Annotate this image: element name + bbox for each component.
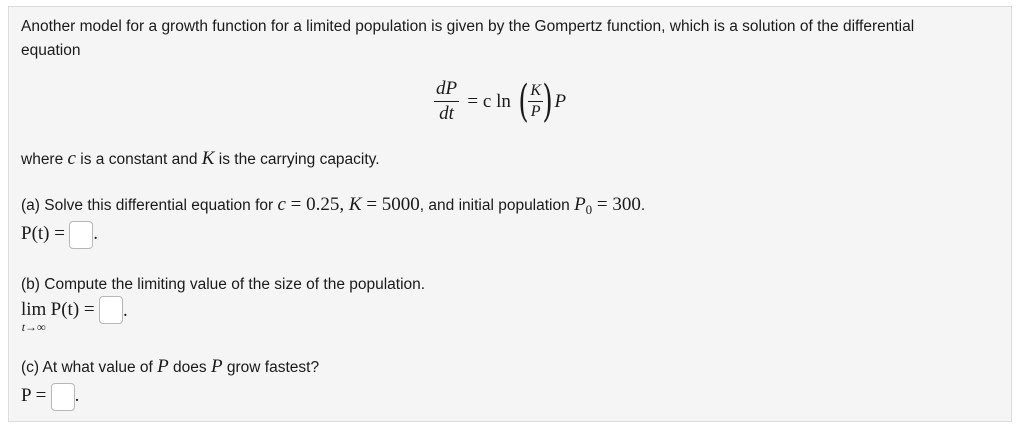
- equation-rhs-operator: = c ln: [467, 90, 511, 112]
- derivative-denominator: dt: [439, 103, 454, 124]
- period: .: [640, 197, 646, 214]
- problem-panel: [8, 6, 1012, 422]
- answer-input-b[interactable]: [99, 296, 123, 324]
- inner-numerator: K: [528, 81, 543, 102]
- intro-line-1: Another model for a growth function for a limited population is given by the Gompertz function, which is a solution of the differential: [21, 18, 915, 35]
- answer-input-a[interactable]: [69, 221, 93, 249]
- lim-subscript: t→∞: [21, 320, 46, 334]
- part-a-answer-label: P(t) =: [21, 223, 65, 244]
- var-K: K: [348, 194, 362, 215]
- period: .: [122, 300, 128, 321]
- left-paren: (: [518, 75, 529, 127]
- part-b-question: (b) Compute the limiting value of the size of the population.: [21, 276, 426, 293]
- part-a-answer-row: [21, 219, 98, 250]
- part-a-text: (a) Solve this differential equation for: [21, 197, 278, 214]
- equation-tail: P: [554, 90, 567, 112]
- part-c-answer-label: P =: [21, 385, 47, 406]
- var-P: P: [157, 356, 169, 377]
- period: .: [74, 385, 80, 406]
- var-P0: P: [574, 194, 586, 215]
- inner-fraction: [528, 81, 543, 122]
- where-text-part: is a constant and: [75, 151, 202, 168]
- period: .: [93, 223, 99, 244]
- c-value: = 0.25,: [285, 194, 349, 215]
- K-value: = 5000: [361, 194, 420, 215]
- var-K: K: [201, 148, 215, 169]
- where-text-part: is the carrying capacity.: [214, 151, 380, 168]
- var-c: c: [277, 194, 286, 215]
- intro-line-2: equation: [21, 42, 81, 59]
- part-c-text: grow fastest?: [222, 359, 320, 376]
- derivative-fraction: [434, 77, 459, 126]
- derivative-numerator: dP: [434, 77, 459, 102]
- part-c-question: [21, 355, 319, 380]
- part-a-text: , and initial population: [419, 197, 575, 214]
- answer-input-c[interactable]: [51, 383, 75, 411]
- part-c-text: (c) At what value of: [21, 359, 158, 376]
- P0-value: = 300: [592, 194, 641, 215]
- limit-expression: P(t) =: [50, 299, 95, 320]
- part-b-answer-row: [21, 299, 128, 339]
- inner-denominator: P: [530, 103, 541, 120]
- subscript-zero: 0: [585, 202, 593, 218]
- gompertz-equation: [434, 77, 566, 137]
- where-text-part: where: [21, 151, 68, 168]
- var-c: c: [67, 148, 76, 169]
- part-a-question: [21, 193, 645, 222]
- part-c-answer-row: [21, 381, 79, 412]
- where-text: [21, 147, 380, 172]
- part-c-text: does: [168, 359, 211, 376]
- var-P: P: [210, 356, 223, 377]
- lim-word: lim: [21, 299, 47, 320]
- limit-operator: [21, 299, 46, 333]
- right-paren: ): [542, 75, 553, 127]
